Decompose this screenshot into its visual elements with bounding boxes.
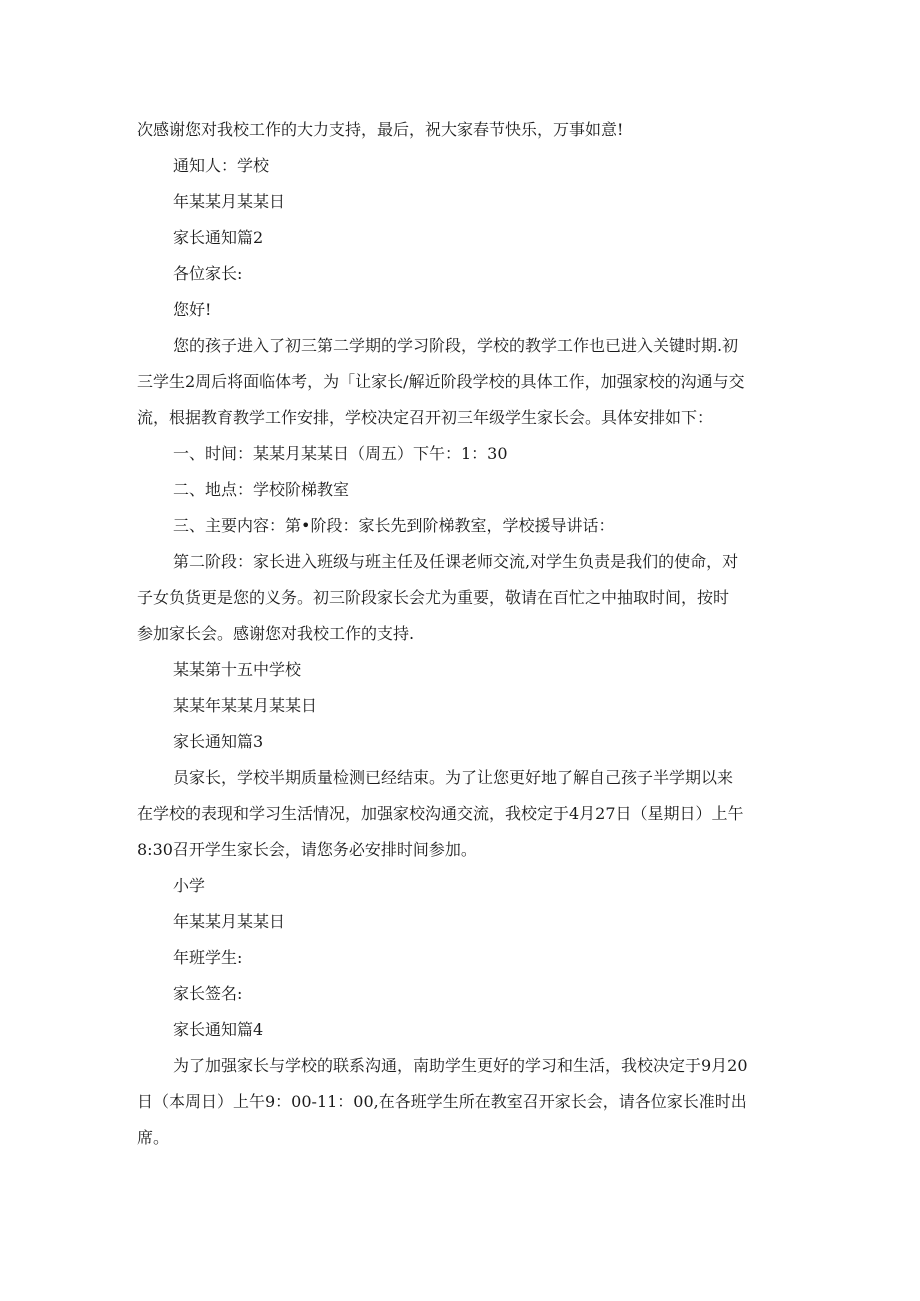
list-item: 三、主要内容：第•阶段：家长先到阶梯教室，学校援导讲话：: [173, 516, 615, 535]
section-heading: 家长通知篇3: [173, 732, 264, 751]
notifier-line: 通知人：学校: [173, 156, 270, 175]
paragraph-line: 三学生2周后将面临体考，为「让家长/解近阶段学校的具体工作，加强家校的沟通与交: [137, 372, 745, 391]
date-line: 年某某月某某日: [173, 912, 286, 931]
paragraph-line: 日（本周日）上午9：00-11：00,在各班学生所在教室召开家长会，请各位家长准时出: [137, 1092, 747, 1111]
date-line: 某某年某某月某某日: [173, 696, 318, 715]
student-line: 年班学生:: [173, 948, 243, 967]
paragraph-line: 员家长，学校半期质量检测已经结束。为了让您更好地了解自己孩子半学期以来: [173, 768, 734, 787]
paragraph-line: 参加家长会。感谢您对我校工作的支持.: [137, 624, 415, 643]
greeting: 您好!: [173, 300, 212, 319]
paragraph-line: 子女负货更是您的义务。初三阶段家长会尤为重要，敬请在百忙之中抽取时间，按时: [137, 588, 730, 607]
list-item: 一、时间：某某月某某日（周五）下午：1：30: [173, 444, 508, 463]
paragraph-line: 第二阶段：家长进入班级与班主任及任课老师交流,对学生负责是我们的使命，对: [173, 552, 739, 571]
paragraph-line: 席。: [137, 1128, 170, 1147]
salutation: 各位家长:: [173, 264, 243, 283]
paragraph-line: 为了加强家长与学校的联系沟通，南助学生更好的学习和生活，我校决定于9月20: [173, 1056, 748, 1075]
signer: 某某第十五中学校: [173, 660, 302, 679]
paragraph-line: 在学校的表现和学习生活情况，加强家校沟通交流，我校定于4月27日（星期日）上午: [137, 804, 744, 823]
paragraph-line: 流，根据教育教学工作安排，学校决定召开初三年级学生家长会。具体安排如下：: [137, 408, 714, 427]
date-line: 年某某月某某日: [173, 192, 286, 211]
list-item: 二、地点：学校阶梯教室: [173, 480, 350, 499]
parent-sign-line: 家长签名:: [173, 984, 243, 1003]
section-heading: 家长通知篇4: [173, 1020, 264, 1039]
paragraph-line: 您的孩子进入了初三第二学期的学习阶段，学校的教学工作也已进入关键时期.初: [173, 336, 739, 355]
closing-line: 次感谢您对我校工作的大力支持，最后，祝大家春节快乐，万事如意!: [137, 120, 624, 139]
signer: 小学: [173, 876, 206, 895]
paragraph-line: 8:30召开学生家长会，请您务必安排时间参加。: [137, 840, 477, 859]
section-heading: 家长通知篇2: [173, 228, 264, 247]
document-page: [137, 112, 782, 1156]
